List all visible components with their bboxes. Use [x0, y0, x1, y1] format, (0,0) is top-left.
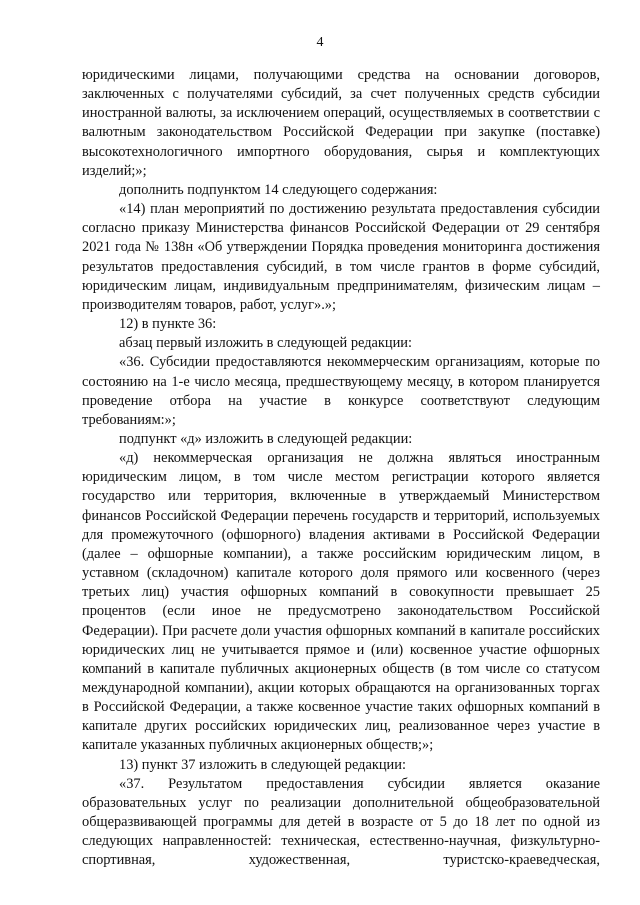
document-body [82, 66, 600, 871]
paragraph-first-abzac-intro: абзац первый изложить в следующей редакции: [119, 335, 413, 352]
paragraph-point-37: «37. Результатом предоставления субсидии является оказание образовательных услуг по реализации дополнительной общеобразовательной общеразвивающей программы для детей в возрасте от 5 до 18 лет по одной из следующих направленностей: техническая, естественно-научная, физкультурно-спортивная, художественная, туристско-краеведческая, [82, 775, 600, 869]
paragraph-point-36: «36. Субсидии предоставляются некоммерческим организациям, которые по состоянию на 1-е число месяца, предшествующему месяцу, в котором планируется проведение отбора на участие в конкурсе соответствуют следующим требованиям:»; [82, 354, 600, 428]
paragraph-point-12: 12) в пункте 36: [119, 316, 217, 333]
page-number: 4 [316, 35, 324, 50]
paragraph-subpoint-d-intro: подпункт «д» изложить в следующей редакции: [119, 430, 413, 447]
paragraph-point-13: 13) пункт 37 изложить в следующей редакции: [119, 756, 406, 773]
paragraph-amendment-intro-14: дополнить подпунктом 14 следующего содержания: [119, 181, 438, 198]
paragraph-subpoint-d: «д) некоммерческая организация не должна являться иностранным юридическим лицом, в том числе местом регистрации которого является государство или территория, включенные в утверждаемый Министерством финансов Российской Федерации перечень государств и территорий, используемых для промежуточного (офшорного) владения активами в Российской Федерации (далее – офшорные компании), а также российским юридическим лицом, в уставном (складочном) капитале которого доля прямого или косвенного (через третьих лиц) участия офшорных компаний в совокупности превышает 25 процентов (если иное не предусмотрено законодательством Российской Федерации). При расчете доли участия офшорных компаний в капитале российских юридических лиц не учитывается прямое и (или) косвенное участие офшорных компаний в капитале публичных акционерных обществ (в том числе со статусом международной компании), акции которых обращаются на организованных торгах в Российской Федерации, а также косвенное участие таких офшорных компаний в капитале других российских юридических лиц, реализованное через участие в капитале указанных публичных акционерных обществ;»; [82, 450, 600, 754]
paragraph-continuation: юридическими лицами, получающими средства на основании договоров, заключенных с получателями субсидий, за счет полученных средств субсидии иностранной валюты, за исключением операций, осуществляемых в соответствии с валютным законодательством Российской Федерации при закупке (поставке) высокотехнологичного импортного оборудования, сырья и комплектующих изделий;»; [82, 67, 600, 179]
paragraph-subpoint-14: «14) план мероприятий по достижению результата предоставления субсидии согласно приказу Министерства финансов Российской Федерации от 29 сентября 2021 года № 138н «Об утверждении Порядка проведения мониторинга достижения результатов предоставления субсидий, в том числе грантов в форме субсидий, юридическим лицам, индивидуальным предпринимателям, физическим лицам – производителям товаров, работ, услуг».»; [82, 201, 600, 313]
